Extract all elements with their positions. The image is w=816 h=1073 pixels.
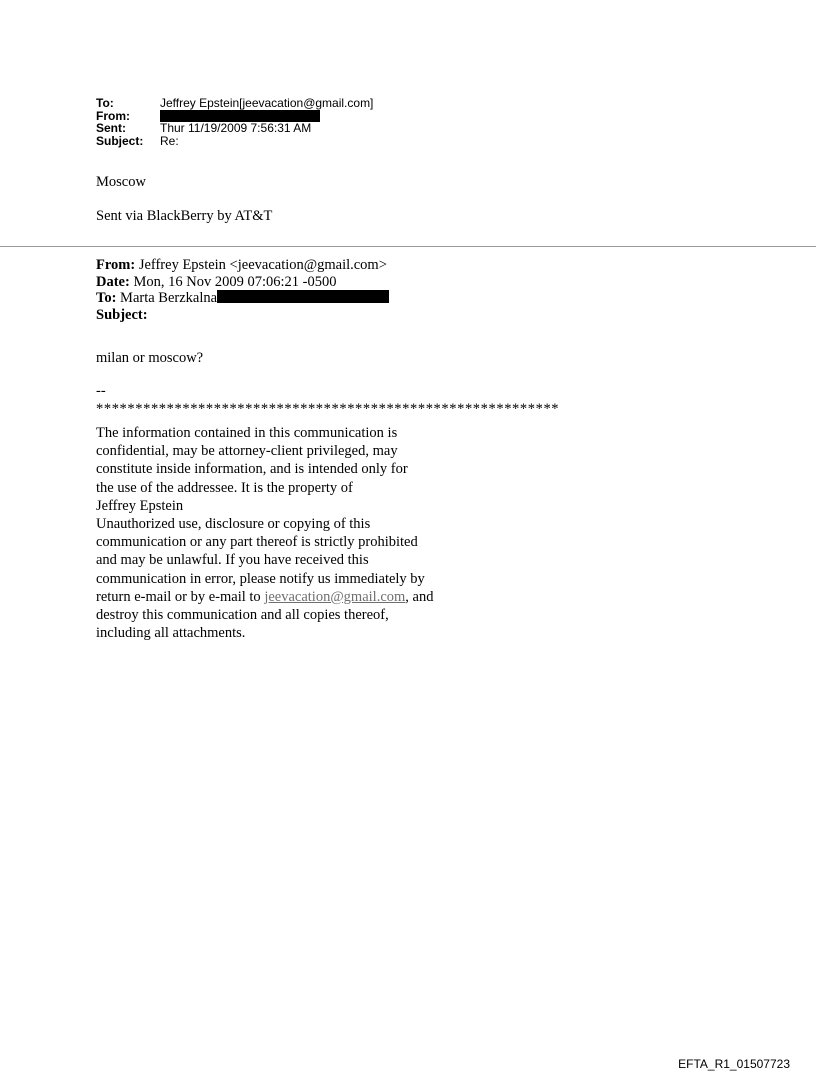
document-id: EFTA_R1_01507723 <box>678 1057 790 1071</box>
header-subject-row <box>96 135 373 148</box>
disclaimer-text: return e-mail or by e-mail to <box>96 588 265 605</box>
disclaimer <box>96 424 433 642</box>
disclaimer-line: Unauthorized use, disclosure or copying of this <box>96 516 371 533</box>
disclaimer-line: Jeffrey Epstein <box>96 497 184 514</box>
disclaimer-line: communication in error, please notify us immediately by <box>96 570 425 587</box>
header-to-row <box>96 97 373 110</box>
disclaimer-line: destroy this communication and all copies thereof, <box>96 607 389 624</box>
orig-to-value: Marta Berzkalna <box>116 290 218 306</box>
disclaimer-line <box>96 588 433 606</box>
to-value: Jeffrey Epstein[jeevacation@gmail.com] <box>160 96 374 110</box>
orig-date-label: Date: <box>96 273 130 290</box>
message-text: milan or moscow? <box>96 350 204 366</box>
disclaimer-line: communication or any part thereof is strictly prohibited <box>96 534 418 551</box>
disclaimer-line: including all attachments. <box>96 625 246 642</box>
to-label: To: <box>96 96 114 110</box>
separator-dashes: -- <box>96 383 106 399</box>
separator-stars: *********************************************************** <box>96 401 560 417</box>
email-header <box>96 97 373 147</box>
orig-subject-row <box>96 307 389 324</box>
subject-value: Re: <box>160 133 179 148</box>
orig-date-row <box>96 274 389 291</box>
orig-to-row <box>96 290 389 307</box>
header-sent-row <box>96 122 373 135</box>
divider <box>0 246 816 247</box>
orig-from-row <box>96 257 389 274</box>
to-redaction <box>217 290 389 303</box>
disclaimer-line: constitute inside information, and is intended only for <box>96 461 408 478</box>
disclaimer-text: , and <box>405 588 434 605</box>
orig-date-value: Mon, 16 Nov 2009 07:06:21 -0500 <box>129 273 337 290</box>
sent-value: Thur 11/19/2009 7:56:31 AM <box>160 121 312 135</box>
disclaimer-line: and may be unlawful. If you have received this <box>96 552 369 569</box>
orig-to-label: To: <box>96 290 117 306</box>
disclaimer-line: confidential, may be attorney-client privileged, may <box>96 443 398 460</box>
email-link[interactable]: jeevacation@gmail.com <box>264 588 406 605</box>
from-label: From: <box>96 108 130 123</box>
subject-label: Subject: <box>96 133 144 148</box>
signature-text: Sent via BlackBerry by AT&T <box>96 208 273 224</box>
reply-text: Moscow <box>96 174 146 190</box>
orig-from-label: From: <box>96 257 136 273</box>
orig-subject-label: Subject: <box>96 306 148 323</box>
disclaimer-line: The information contained in this communication is <box>96 425 398 441</box>
orig-from-value: Jeffrey Epstein <jeevacation@gmail.com> <box>135 257 387 273</box>
sent-label: Sent: <box>96 121 126 135</box>
from-redaction <box>160 110 320 122</box>
disclaimer-line: the use of the addressee. It is the property of <box>96 479 353 496</box>
original-message-header <box>96 257 389 323</box>
